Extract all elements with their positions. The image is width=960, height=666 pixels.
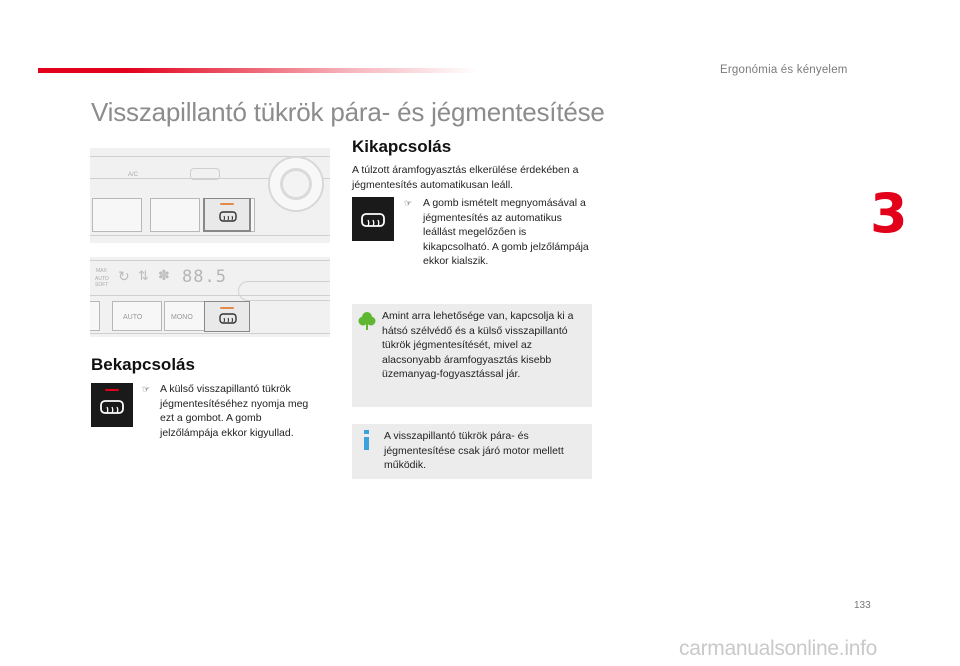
watermark: carmanualsonline.info: [679, 637, 877, 660]
defrost-button-illustration-off: [352, 197, 394, 241]
control-panel-bottom: [90, 257, 330, 337]
auto-soft-label: AUTO SOFT: [95, 276, 109, 288]
max-label: MAX: [96, 268, 107, 274]
climate-display: 88.5: [182, 267, 227, 287]
bekapcsolas-bullet: A külső visszapillantó tükrök jégmentesítéséhez nyomja meg ezt a gombot. A gomb jelzőlámpája ekkor kigyullad.: [160, 383, 309, 439]
defrost-mirror-icon: [218, 211, 238, 225]
bullet-marker: ☞: [404, 198, 413, 208]
chapter-number: 3: [870, 182, 908, 245]
info-note-box: [352, 424, 592, 479]
heading-kikapcsolas: Kikapcsolás: [352, 137, 452, 156]
info-icon: [364, 430, 369, 450]
kikapcsolas-intro: A túlzott áramfogyasztás elkerülése érdekében a jégmentesítés automatikusan leáll.: [352, 164, 579, 191]
temperature-knob: [268, 156, 324, 212]
fan-icon: ✽: [158, 267, 170, 283]
mirror-defrost-button[interactable]: [204, 198, 250, 231]
heading-bekapcsolas: Bekapcsolás: [91, 355, 195, 374]
recirculation-icon: ↻: [118, 268, 130, 284]
defrost-button-illustration-on: [91, 383, 133, 427]
defrost-mirror-icon: [360, 213, 386, 231]
mono-label: MONO: [171, 314, 193, 321]
bullet-marker: ☞: [142, 384, 151, 394]
ac-label: A/C: [128, 172, 139, 178]
info-note-text: A visszapillantó tükrök pára- és jégmentesítése csak járó motor mellett működik.: [384, 430, 564, 471]
defrost-mirror-icon: [218, 313, 238, 327]
control-panel-top: [90, 148, 330, 243]
page-number: 133: [854, 600, 871, 611]
kikapcsolas-bullet: A gomb ismételt megnyomásával a jégmentesítés az automatikus leállást megelőzően is kikapcsolható. A gomb jelzőlámpája ekkor kialszik.: [423, 197, 589, 267]
eco-tip-box: [352, 304, 592, 407]
mirror-defrost-button-bottom[interactable]: [204, 301, 250, 332]
page-title: Visszapillantó tükrök pára- és jégmentesítése: [91, 97, 605, 127]
header-accent-bar: [38, 68, 478, 73]
eco-tip-text: Amint arra lehetősége van, kapcsolja ki a hátsó szélvédő és a külső visszapillantó tükrök jégmentesítését, mivel az alacsonyabb áramfogyasztás kisebb üzemanyag-fogyasztással jár.: [382, 310, 574, 380]
section-header: Ergonómia és kényelem: [720, 64, 848, 76]
leaf-icon: [358, 311, 376, 331]
auto-label: AUTO: [123, 314, 143, 321]
defrost-mirror-icon: [99, 400, 125, 418]
vent-icon: ⇅: [138, 268, 149, 283]
